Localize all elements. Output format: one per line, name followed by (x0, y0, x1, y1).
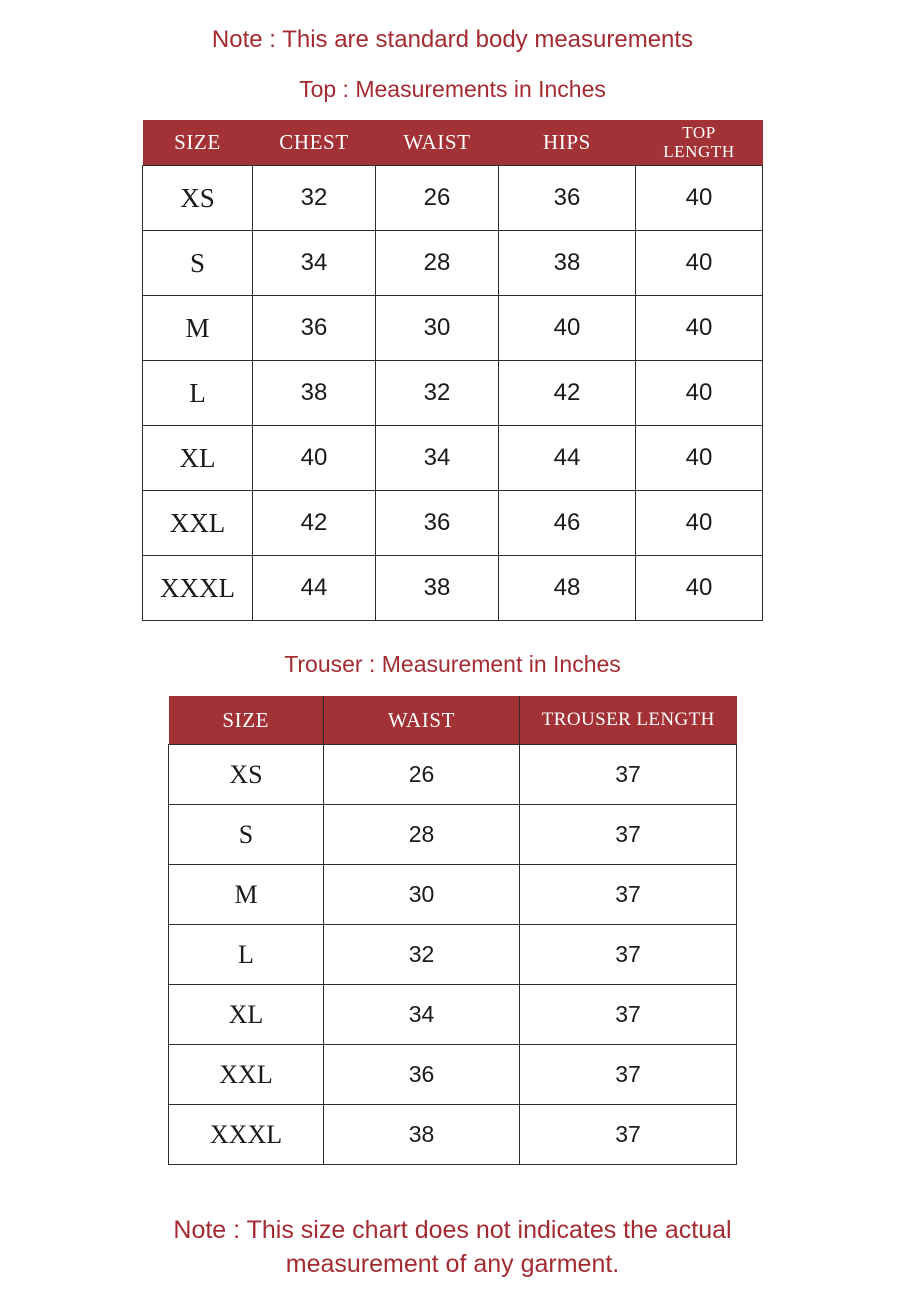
size-cell: XS (143, 166, 253, 231)
waist-cell: 30 (324, 865, 520, 925)
top-header-size: SIZE (143, 120, 253, 166)
trouser-length-cell: 37 (520, 805, 737, 865)
top-length-cell: 40 (636, 166, 763, 231)
hips-cell: 48 (499, 556, 636, 621)
top-measurements-table (142, 120, 763, 621)
chest-cell: 38 (253, 361, 376, 426)
waist-cell: 34 (376, 426, 499, 491)
waist-cell: 28 (324, 805, 520, 865)
size-cell: XXL (143, 491, 253, 556)
hips-cell: 40 (499, 296, 636, 361)
top-length-cell: 40 (636, 296, 763, 361)
trouser-header-waist: WAIST (324, 696, 520, 745)
top-table-row-xxxl (143, 556, 763, 621)
waist-cell: 28 (376, 231, 499, 296)
trouser-measurements-table (168, 696, 737, 1165)
size-cell: XL (143, 426, 253, 491)
waist-cell: 32 (376, 361, 499, 426)
bottom-note (0, 1213, 905, 1281)
trouser-table-row-xs (169, 745, 737, 805)
chest-cell: 34 (253, 231, 376, 296)
size-cell: L (169, 925, 324, 985)
trouser-length-cell: 37 (520, 985, 737, 1045)
chest-cell: 40 (253, 426, 376, 491)
trouser-table-row-l (169, 925, 737, 985)
top-header-top-length: TOP LENGTH (636, 120, 763, 166)
size-cell: XL (169, 985, 324, 1045)
top-header-hips: HIPS (499, 120, 636, 166)
size-cell: XXXL (143, 556, 253, 621)
chest-cell: 42 (253, 491, 376, 556)
size-cell: XXXL (169, 1105, 324, 1165)
hips-cell: 46 (499, 491, 636, 556)
top-table-title: Top : Measurements in Inches (299, 76, 606, 102)
top-length-cell: 40 (636, 556, 763, 621)
size-cell: S (169, 805, 324, 865)
size-cell: S (143, 231, 253, 296)
top-table-row-xs (143, 166, 763, 231)
bottom-note-line1: Note : This size chart does not indicates the actual (173, 1216, 732, 1244)
trouser-length-cell: 37 (520, 1105, 737, 1165)
size-cell: L (143, 361, 253, 426)
trouser-length-cell: 37 (520, 865, 737, 925)
trouser-table-row-xxxl (169, 1105, 737, 1165)
trouser-length-cell: 37 (520, 745, 737, 805)
top-table-row-s (143, 231, 763, 296)
waist-cell: 34 (324, 985, 520, 1045)
trouser-table-row-xxl (169, 1045, 737, 1105)
size-cell: XXL (169, 1045, 324, 1105)
trouser-header-size: SIZE (169, 696, 324, 745)
waist-cell: 26 (376, 166, 499, 231)
top-length-cell: 40 (636, 361, 763, 426)
top-header-chest: CHEST (253, 120, 376, 166)
trouser-table-row-s (169, 805, 737, 865)
trouser-table-row-m (169, 865, 737, 925)
chest-cell: 44 (253, 556, 376, 621)
hips-cell: 44 (499, 426, 636, 491)
size-cell: M (143, 296, 253, 361)
trouser-table-row-xl (169, 985, 737, 1045)
waist-cell: 38 (376, 556, 499, 621)
top-header-waist: WAIST (376, 120, 499, 166)
top-table-header-row (143, 120, 763, 166)
waist-cell: 38 (324, 1105, 520, 1165)
top-table-row-xl (143, 426, 763, 491)
top-table-row-xxl (143, 491, 763, 556)
chest-cell: 32 (253, 166, 376, 231)
trouser-length-cell: 37 (520, 1045, 737, 1105)
bottom-note-line2: measurement of any garment. (285, 1250, 620, 1278)
top-length-cell: 40 (636, 491, 763, 556)
chest-cell: 36 (253, 296, 376, 361)
top-table-row-m (143, 296, 763, 361)
top-length-cell: 40 (636, 231, 763, 296)
trouser-length-cell: 37 (520, 925, 737, 985)
top-length-cell: 40 (636, 426, 763, 491)
hips-cell: 36 (499, 166, 636, 231)
hips-cell: 38 (499, 231, 636, 296)
waist-cell: 26 (324, 745, 520, 805)
hips-cell: 42 (499, 361, 636, 426)
waist-cell: 32 (324, 925, 520, 985)
top-note: Note : This are standard body measurements (211, 26, 694, 53)
trouser-table-title: Trouser : Measurement in Inches (284, 651, 621, 677)
trouser-header-trouser-length: TROUSER LENGTH (520, 696, 737, 745)
waist-cell: 30 (376, 296, 499, 361)
top-table-row-l (143, 361, 763, 426)
size-cell: XS (169, 745, 324, 805)
trouser-table-header-row (169, 696, 737, 745)
waist-cell: 36 (376, 491, 499, 556)
size-cell: M (169, 865, 324, 925)
waist-cell: 36 (324, 1045, 520, 1105)
